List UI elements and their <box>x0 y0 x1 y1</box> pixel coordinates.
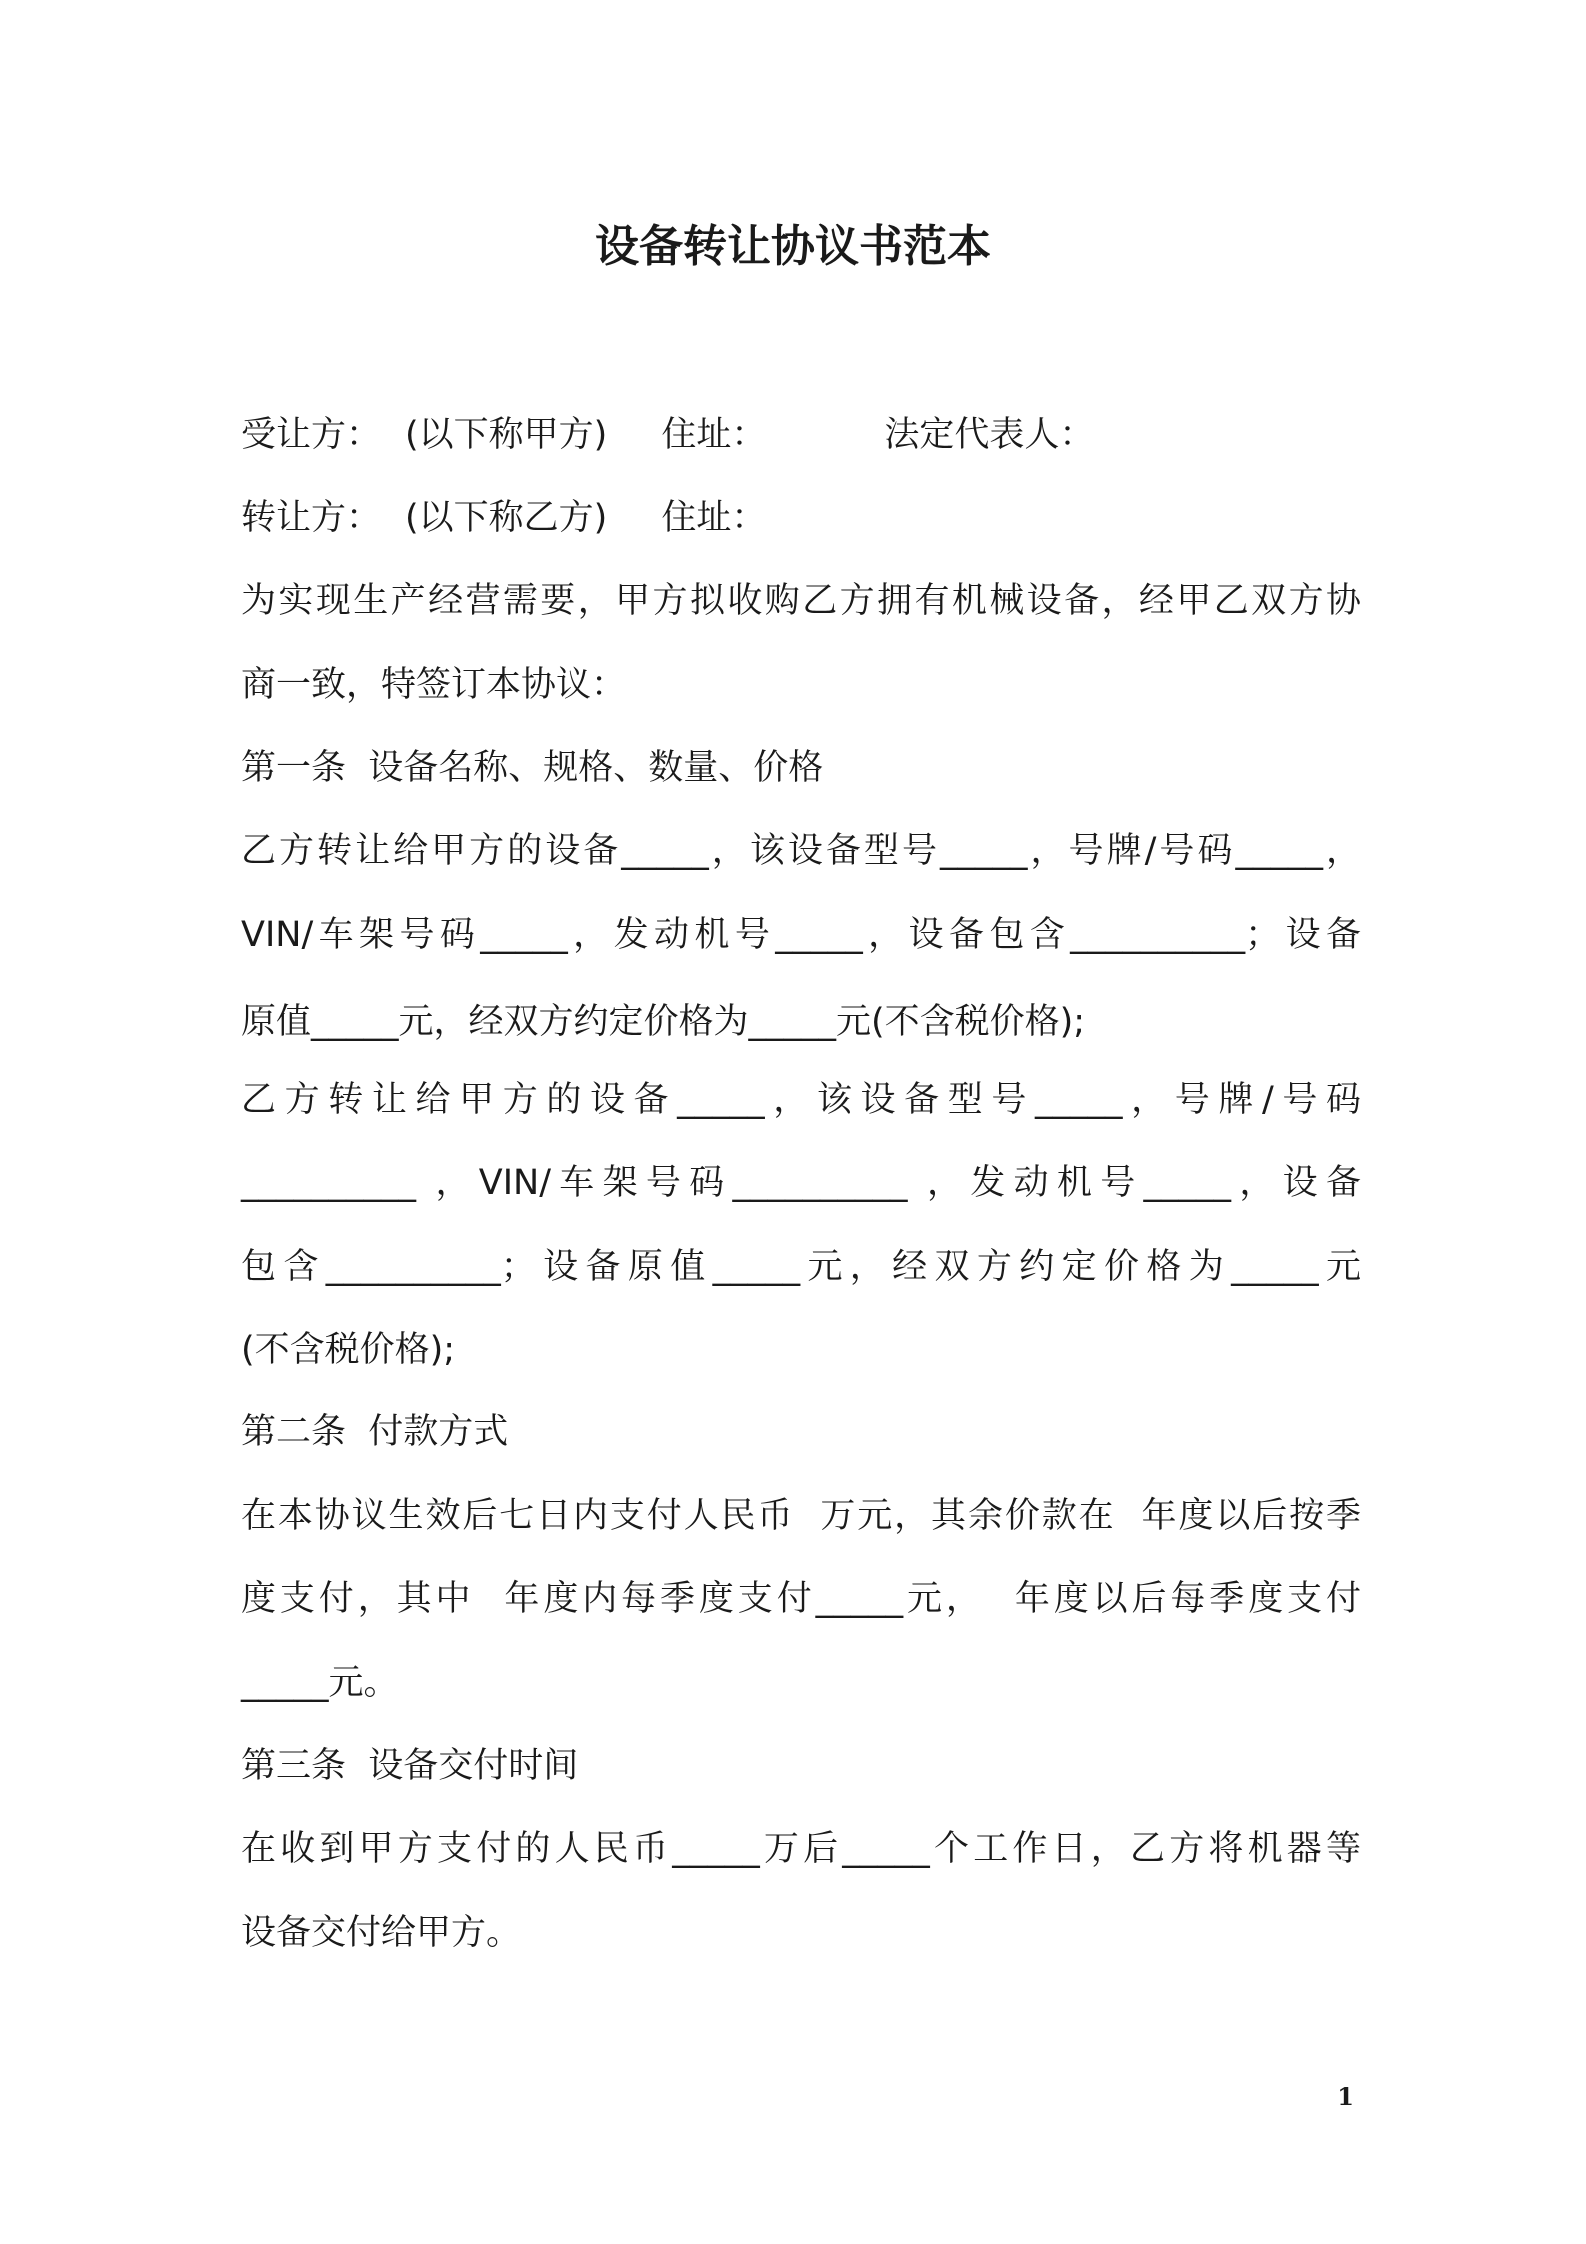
transferor-alias: (以下称乙方) <box>405 498 608 538</box>
article1-line: 乙方转让给甲方的设备_____，该设备型号_____，号牌/号码_____， <box>241 831 1361 871</box>
transferee-address-label: 住址： <box>661 415 767 455</box>
transferor-line <box>241 490 1361 546</box>
transferee-alias: (以下称甲方) <box>405 415 608 455</box>
article2-line: 度支付，其中 年度内每季度支付_____元， 年度以后每季度支付 <box>241 1579 1361 1619</box>
article1-line: VIN/车架号码_____，发动机号_____，设备包含__________；设备 <box>241 915 1361 955</box>
article1-line: __________ ，VIN/车架号码__________ ，发动机号_____，设备 <box>241 1163 1361 1203</box>
transferee-line <box>241 407 1361 463</box>
article2-line: 在本协议生效后七日内支付人民币 万元，其余价款在 年度以后按季 <box>241 1496 1361 1536</box>
article1-line: 乙方转让给甲方的设备_____，该设备型号_____，号牌/号码 <box>241 1080 1361 1120</box>
article1-line: (不含税价格); <box>241 1330 456 1370</box>
transferor-label: 转让方： <box>241 498 382 538</box>
document-title: 设备转让协议书范本 <box>595 221 991 272</box>
transferor-address-label: 住址： <box>661 498 767 538</box>
preamble-line: 商一致，特签订本协议： <box>241 665 627 705</box>
article1-line: 原值_____元，经双方约定价格为_____元(不含税价格); <box>241 1002 1086 1042</box>
article2-heading: 第二条 付款方式 <box>241 1412 509 1452</box>
article1-heading: 第一条 设备名称、规格、数量、价格 <box>241 748 824 788</box>
preamble-line: 为实现生产经营需要，甲方拟收购乙方拥有机械设备，经甲乙双方协 <box>241 581 1361 621</box>
page-number: 1 <box>1337 2082 1354 2111</box>
article3-heading: 第三条 设备交付时间 <box>241 1746 579 1786</box>
article1-line: 包含__________；设备原值_____元，经双方约定价格为_____元 <box>241 1247 1361 1287</box>
article2-line: _____元。 <box>241 1663 399 1703</box>
article3-line: 设备交付给甲方。 <box>241 1913 522 1953</box>
transferee-rep-label: 法定代表人： <box>884 415 1095 455</box>
transferee-label: 受让方： <box>241 415 382 455</box>
article3-line: 在收到甲方支付的人民币_____万后_____个工作日，乙方将机器等 <box>241 1829 1361 1869</box>
